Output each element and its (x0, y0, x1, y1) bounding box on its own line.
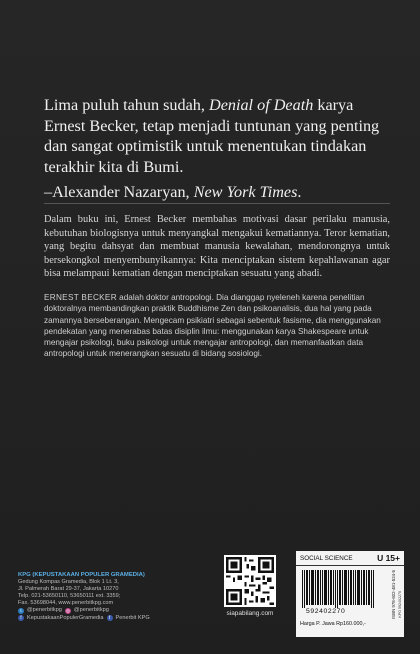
quote-text-start: Lima puluh tahun sudah, (44, 96, 209, 114)
publisher-name: KPG (KEPUSTAKAAN POPULER GRAMEDIA) (18, 572, 145, 578)
facebook-icon: f (107, 615, 113, 621)
author-bio-text (44, 292, 390, 360)
publisher-address-1: Gedung Kompas Gramedia, Blok 1 Lt. 3, (18, 579, 119, 586)
barcode-divider (296, 565, 404, 566)
barcode-side-label: KPG 592402270 (398, 591, 402, 618)
facebook-page-1: KepustakaanPopulerGramedia (27, 614, 104, 621)
isbn-label: ISBN 978-602-481-524-5 (391, 570, 396, 620)
divider (44, 203, 390, 204)
instagram-handle: @penerbitkpg (73, 607, 109, 614)
publisher-phone: Telp. 021-53650110, 53650111 ext. 3359; (18, 593, 121, 600)
blurb-quote (44, 95, 384, 203)
qr-block (220, 555, 280, 635)
attribution-author: –Alexander Nazaryan, (44, 183, 194, 201)
social-row-1 (18, 607, 208, 614)
barcode-number: 592402270 (306, 608, 346, 615)
age-rating: U 15+ (377, 553, 400, 563)
genre-label: SOCIAL SCIENCE (300, 555, 353, 562)
qr-label: siapabilang.com (226, 610, 274, 617)
author-name: ERNEST BECKER (44, 293, 117, 302)
social-row-2 (18, 615, 208, 622)
price-label: Harga P. Jawa Rp160.000,- (300, 621, 366, 627)
book-description (44, 213, 390, 281)
quote-book-title: Denial of Death (209, 96, 314, 114)
publisher-fax: Fax. 53698044, www.penerbitkpg.com (18, 600, 114, 607)
quote-attribution (44, 182, 384, 203)
description-text: Dalam buku ini, Ernest Becker membahas motivasi dasar perilaku manusia, kebutuhan biologisnya untuk menyangkal mengakui kematiannya. Teror kematian, yang begitu dahsyat dan membuat manusia kewalahan, mendorongnya untuk bersekongkol menyembunyikannya: Kita menciptakan sistem kepahlawanan agar bisa melampaui kematian dengan menciptakan sesuatu yang abadi. (44, 214, 390, 280)
attribution-period: . (297, 183, 302, 201)
qr-code (224, 555, 276, 607)
publisher-address-2: Jl. Palmerah Barat 29-37, Jakarta 10270 (18, 586, 119, 593)
barcode-icon (302, 570, 376, 608)
twitter-handle: @penerbitkpg (27, 607, 62, 614)
publisher-info (18, 572, 208, 622)
quote-text-end: karya Ernest Becker, tetap menjadi tuntunan yang penting dan sangat optimistik untuk menentukan tindakan terakhir kita di Bumi. (44, 96, 380, 176)
quote-text (44, 95, 384, 177)
barcode-box (296, 551, 404, 637)
attribution-source: New York Times (193, 183, 298, 201)
facebook-icon: f (18, 615, 24, 621)
author-bio (44, 292, 390, 360)
author-bio-body: adalah doktor antropologi. Dia dianggap nyeleneh karena penelitian doktoralnya membandingkan praktik Buddhisme Zen dan psikoanalisis, dua hal yang pada zamannya berseberangan. Mengecam psikiatri sebagai sebentuk fasisme, dia menggunakan pendekatan yang menerabas batas disiplin ilmu: menggunakan karya Shakespeare untuk mengajar psikologi, buku psikologi untuk mengajar antropologi, dan memanfaatkan data antropologi untuk menerangkan sesuatu di bidang sosiologi. (44, 293, 381, 359)
instagram-icon: ◎ (66, 608, 70, 614)
twitter-icon: t (18, 608, 24, 614)
facebook-page-2: Penerbit KPG (115, 614, 150, 621)
